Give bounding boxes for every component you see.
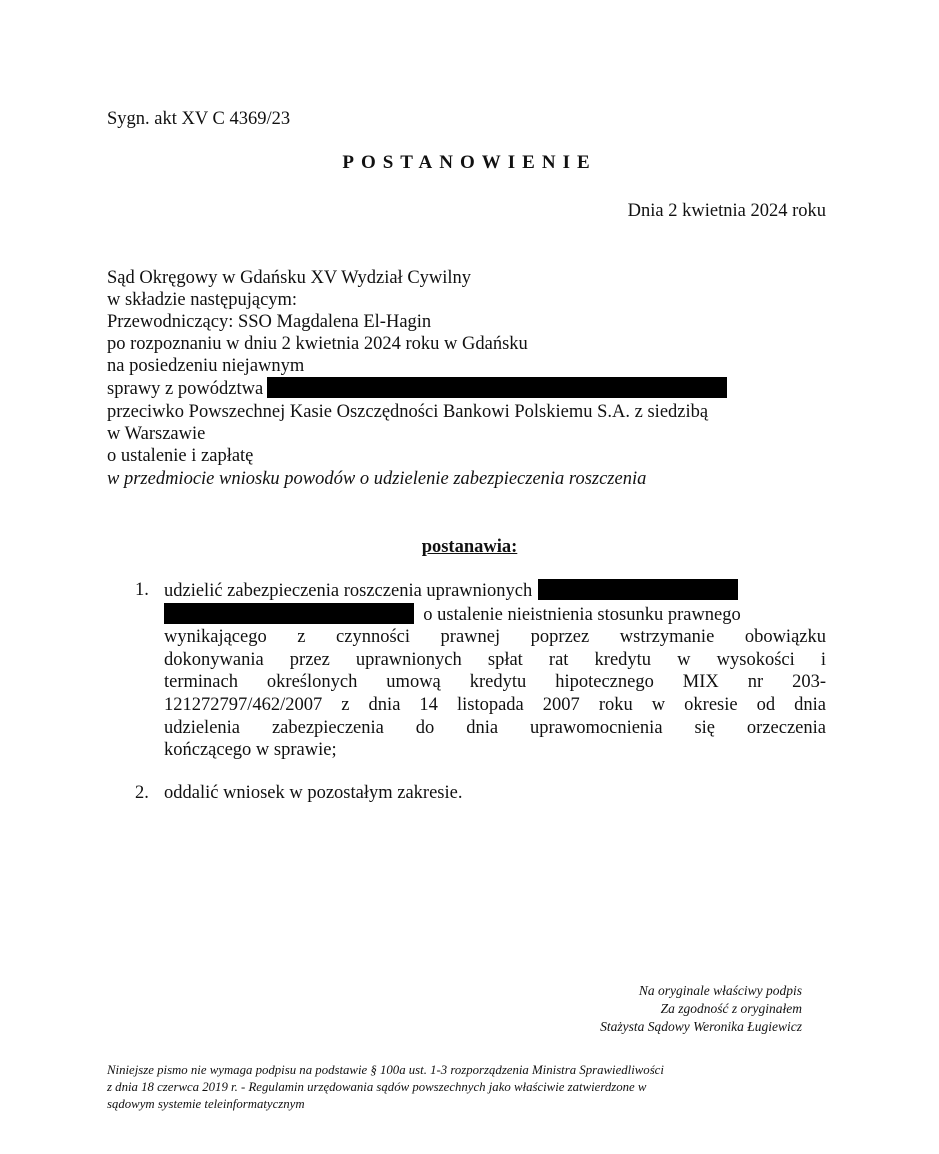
decision-heading: postanawia: bbox=[421, 537, 518, 557]
presiding-judge: Przewodniczący: SSO Magdalena El-Hagin bbox=[107, 312, 432, 332]
footer-note bbox=[107, 1062, 804, 1113]
footer-line-2: z dnia 18 czerwca 2019 r. - Regulamin urzędowania sądów powszechnych jako właściwie zatwierdzone w bbox=[107, 1080, 647, 1094]
claim-subject: o ustalenie i zapłatę bbox=[107, 446, 254, 466]
footer-line-3: sądowym systemie teleinformatycznym bbox=[107, 1097, 305, 1111]
item-1-number: 1. bbox=[135, 580, 149, 600]
item-1-line-3: wynikającego z czynności prawnej poprzez wstrzymanie obowiązku bbox=[164, 627, 826, 648]
item-1-line-5: terminach określonych umową kredytu hipotecznego MIX nr 203- bbox=[164, 672, 826, 693]
footer-line-1: Niniejsze pismo nie wymaga podpisu na podstawie § 100a ust. 1-3 rozporządzenia Ministra Sprawiedliwości bbox=[107, 1063, 664, 1077]
signature-line-3: Stażysta Sądowy Weronika Ługiewicz bbox=[600, 1019, 802, 1034]
item-1-line-7: udzielenia zabezpieczenia do dnia uprawomocnienia się orzeczenia bbox=[164, 717, 826, 738]
plaintiff-line bbox=[107, 377, 727, 400]
item-2-number: 2. bbox=[135, 783, 149, 803]
signature-line-1: Na oryginale właściwy podpis bbox=[638, 983, 802, 998]
item-1-line-2: o ustalenie nieistnienia stosunku prawnego bbox=[164, 603, 826, 627]
defendant-seat: w Warszawie bbox=[107, 424, 206, 444]
decision-item-2: oddalić wniosek w pozostałym zakresie. bbox=[164, 783, 463, 803]
hearing-type: na posiedzeniu niejawnym bbox=[107, 356, 305, 376]
item-1-line-1: udzielić zabezpieczenia roszczenia uprawnionych bbox=[164, 579, 826, 603]
redaction-bar bbox=[267, 377, 727, 398]
defendant-line: przeciwko Powszechnej Kasie Oszczędności Bankowi Polskiemu S.A. z siedzibą bbox=[107, 402, 709, 422]
motion-subject: w przedmiocie wniosku powodów o udzielenie zabezpieczenia roszczenia bbox=[107, 469, 647, 489]
court-name: Sąd Okręgowy w Gdańsku XV Wydział Cywilny bbox=[107, 268, 472, 288]
redaction-bar bbox=[538, 579, 738, 600]
decision-item-1 bbox=[164, 579, 826, 762]
composition-label: w składzie następującym: bbox=[107, 290, 298, 310]
signature-note bbox=[600, 982, 802, 1036]
signature-line-2: Za zgodność z oryginałem bbox=[660, 1001, 802, 1016]
plaintiff-label: sprawy z powództwa bbox=[107, 379, 264, 399]
document-title: POSTANOWIENIE bbox=[342, 152, 597, 173]
hearing-date: po rozpoznaniu w dniu 2 kwietnia 2024 roku w Gdańsku bbox=[107, 334, 528, 354]
document-date: Dnia 2 kwietnia 2024 roku bbox=[627, 201, 826, 221]
item-1-line-6: 121272797/462/2007 z dnia 14 listopada 2007 roku w okresie od dnia bbox=[164, 694, 826, 715]
redaction-bar bbox=[164, 603, 414, 624]
item-1-line-8: kończącego w sprawie; bbox=[164, 740, 337, 761]
item-1-line-4: dokonywania przez uprawnionych spłat rat kredytu w wysokości i bbox=[164, 649, 826, 670]
case-number: Sygn. akt XV C 4369/23 bbox=[107, 109, 291, 129]
